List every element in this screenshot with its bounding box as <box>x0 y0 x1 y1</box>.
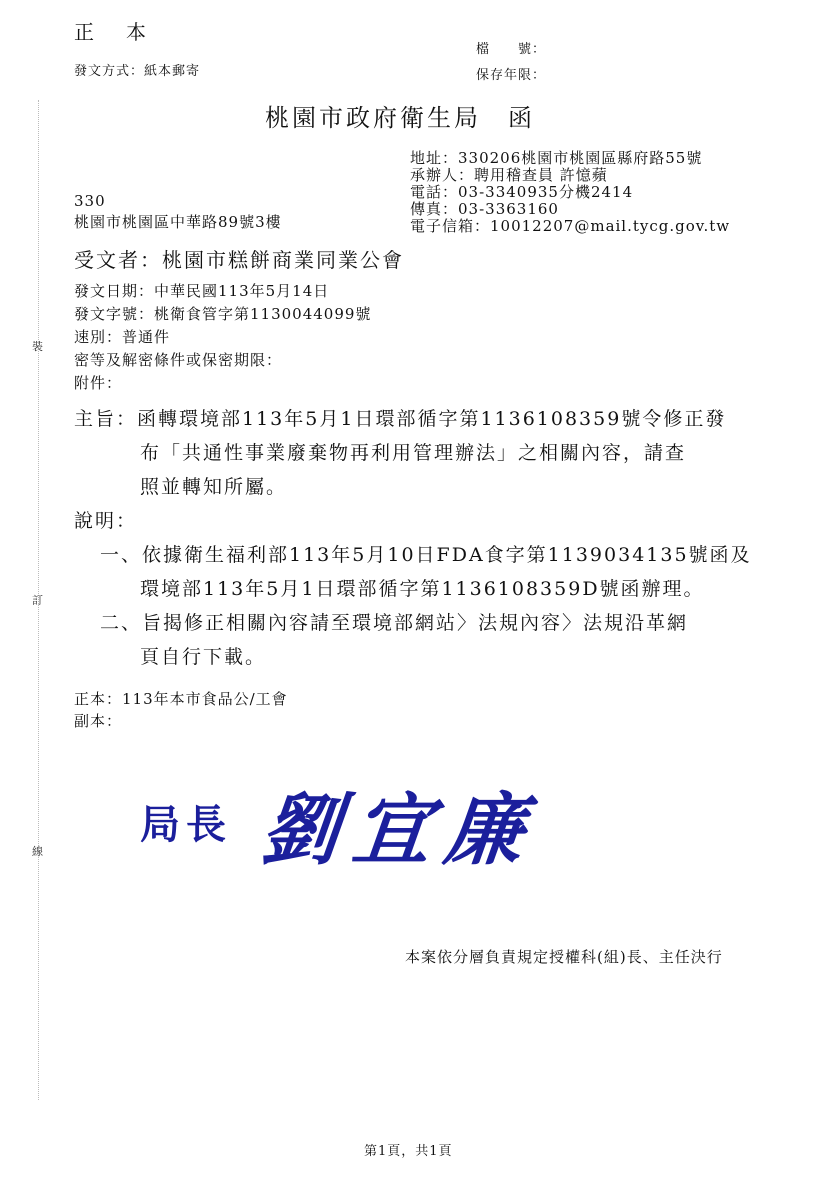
send-method: 發文方式：紙本郵寄 <box>74 64 201 79</box>
file-number: 檔 號： <box>476 42 547 57</box>
issue-date: 發文日期：中華民國113年5月14日 <box>74 282 330 300</box>
secrecy-level: 密等及解密條件或保密期限： <box>74 351 283 369</box>
contact-fax: 傳真：03-3363160 <box>410 200 559 218</box>
retention-period: 保存年限： <box>476 68 547 83</box>
recipient-zip: 330 <box>74 192 106 210</box>
contact-phone: 電話：03-3340935分機2414 <box>410 183 634 201</box>
distribution-main: 正本：113年本市食品公/工會 <box>74 690 288 708</box>
binding-mark-xian: 線 <box>32 845 43 858</box>
contact-address: 地址：330206桃園市桃園區縣府路55號 <box>410 149 703 167</box>
subject-line-3: 照並轉知所屬。 <box>140 476 288 498</box>
recipient-street: 桃園市桃園區中華路89號3樓 <box>74 213 282 231</box>
page-footer: 第1頁，共1頁 <box>364 1144 453 1159</box>
authority-note: 本案依分層負責規定授權科(組)長、主任決行 <box>405 948 723 966</box>
attachments: 附件： <box>74 374 123 392</box>
recipient: 受文者：桃園市糕餅商業同業公會 <box>74 248 404 272</box>
distribution-copy: 副本： <box>74 712 123 730</box>
explanation-item-1-line-2: 環境部113年5月1日環部循字第1136108359D號函辦理。 <box>140 578 705 600</box>
explanation-item-2-line-2: 頁自行下載。 <box>140 646 267 668</box>
explanation-item-2-line-1: 二、旨揭修正相關內容請至環境部網站〉法規內容〉法規沿革網 <box>100 612 689 634</box>
document-number: 發文字號：桃衛食管字第1130044099號 <box>74 305 372 323</box>
document-title: 桃園市政府衛生局 函 <box>265 104 535 132</box>
signature-title: 局長 <box>140 802 232 848</box>
contact-block <box>410 150 730 235</box>
binding-mark-zhuang: 裝 <box>32 340 43 353</box>
signature-name: 劉宜廉 <box>256 786 543 876</box>
binding-mark-ding: 訂 <box>32 594 43 607</box>
subject-line-1: 主旨：函轉環境部113年5月1日環部循字第1136108359號令修正發 <box>74 408 727 430</box>
copy-type: 正 本 <box>74 20 152 44</box>
contact-handler: 承辦人：聘用稽查員 許憶蘋 <box>410 166 608 184</box>
delivery-speed: 速別：普通件 <box>74 328 171 346</box>
explanation-item-1-line-1: 一、依據衛生福利部113年5月10日FDA食字第1139034135號函及 <box>100 544 752 566</box>
meta-block <box>74 280 371 395</box>
contact-email: 電子信箱：10012207@mail.tycg.gov.tw <box>410 217 731 235</box>
subject-line-2: 布「共通性事業廢棄物再利用管理辦法」之相關內容，請查 <box>140 442 687 464</box>
explanation-label: 說明： <box>74 510 138 532</box>
